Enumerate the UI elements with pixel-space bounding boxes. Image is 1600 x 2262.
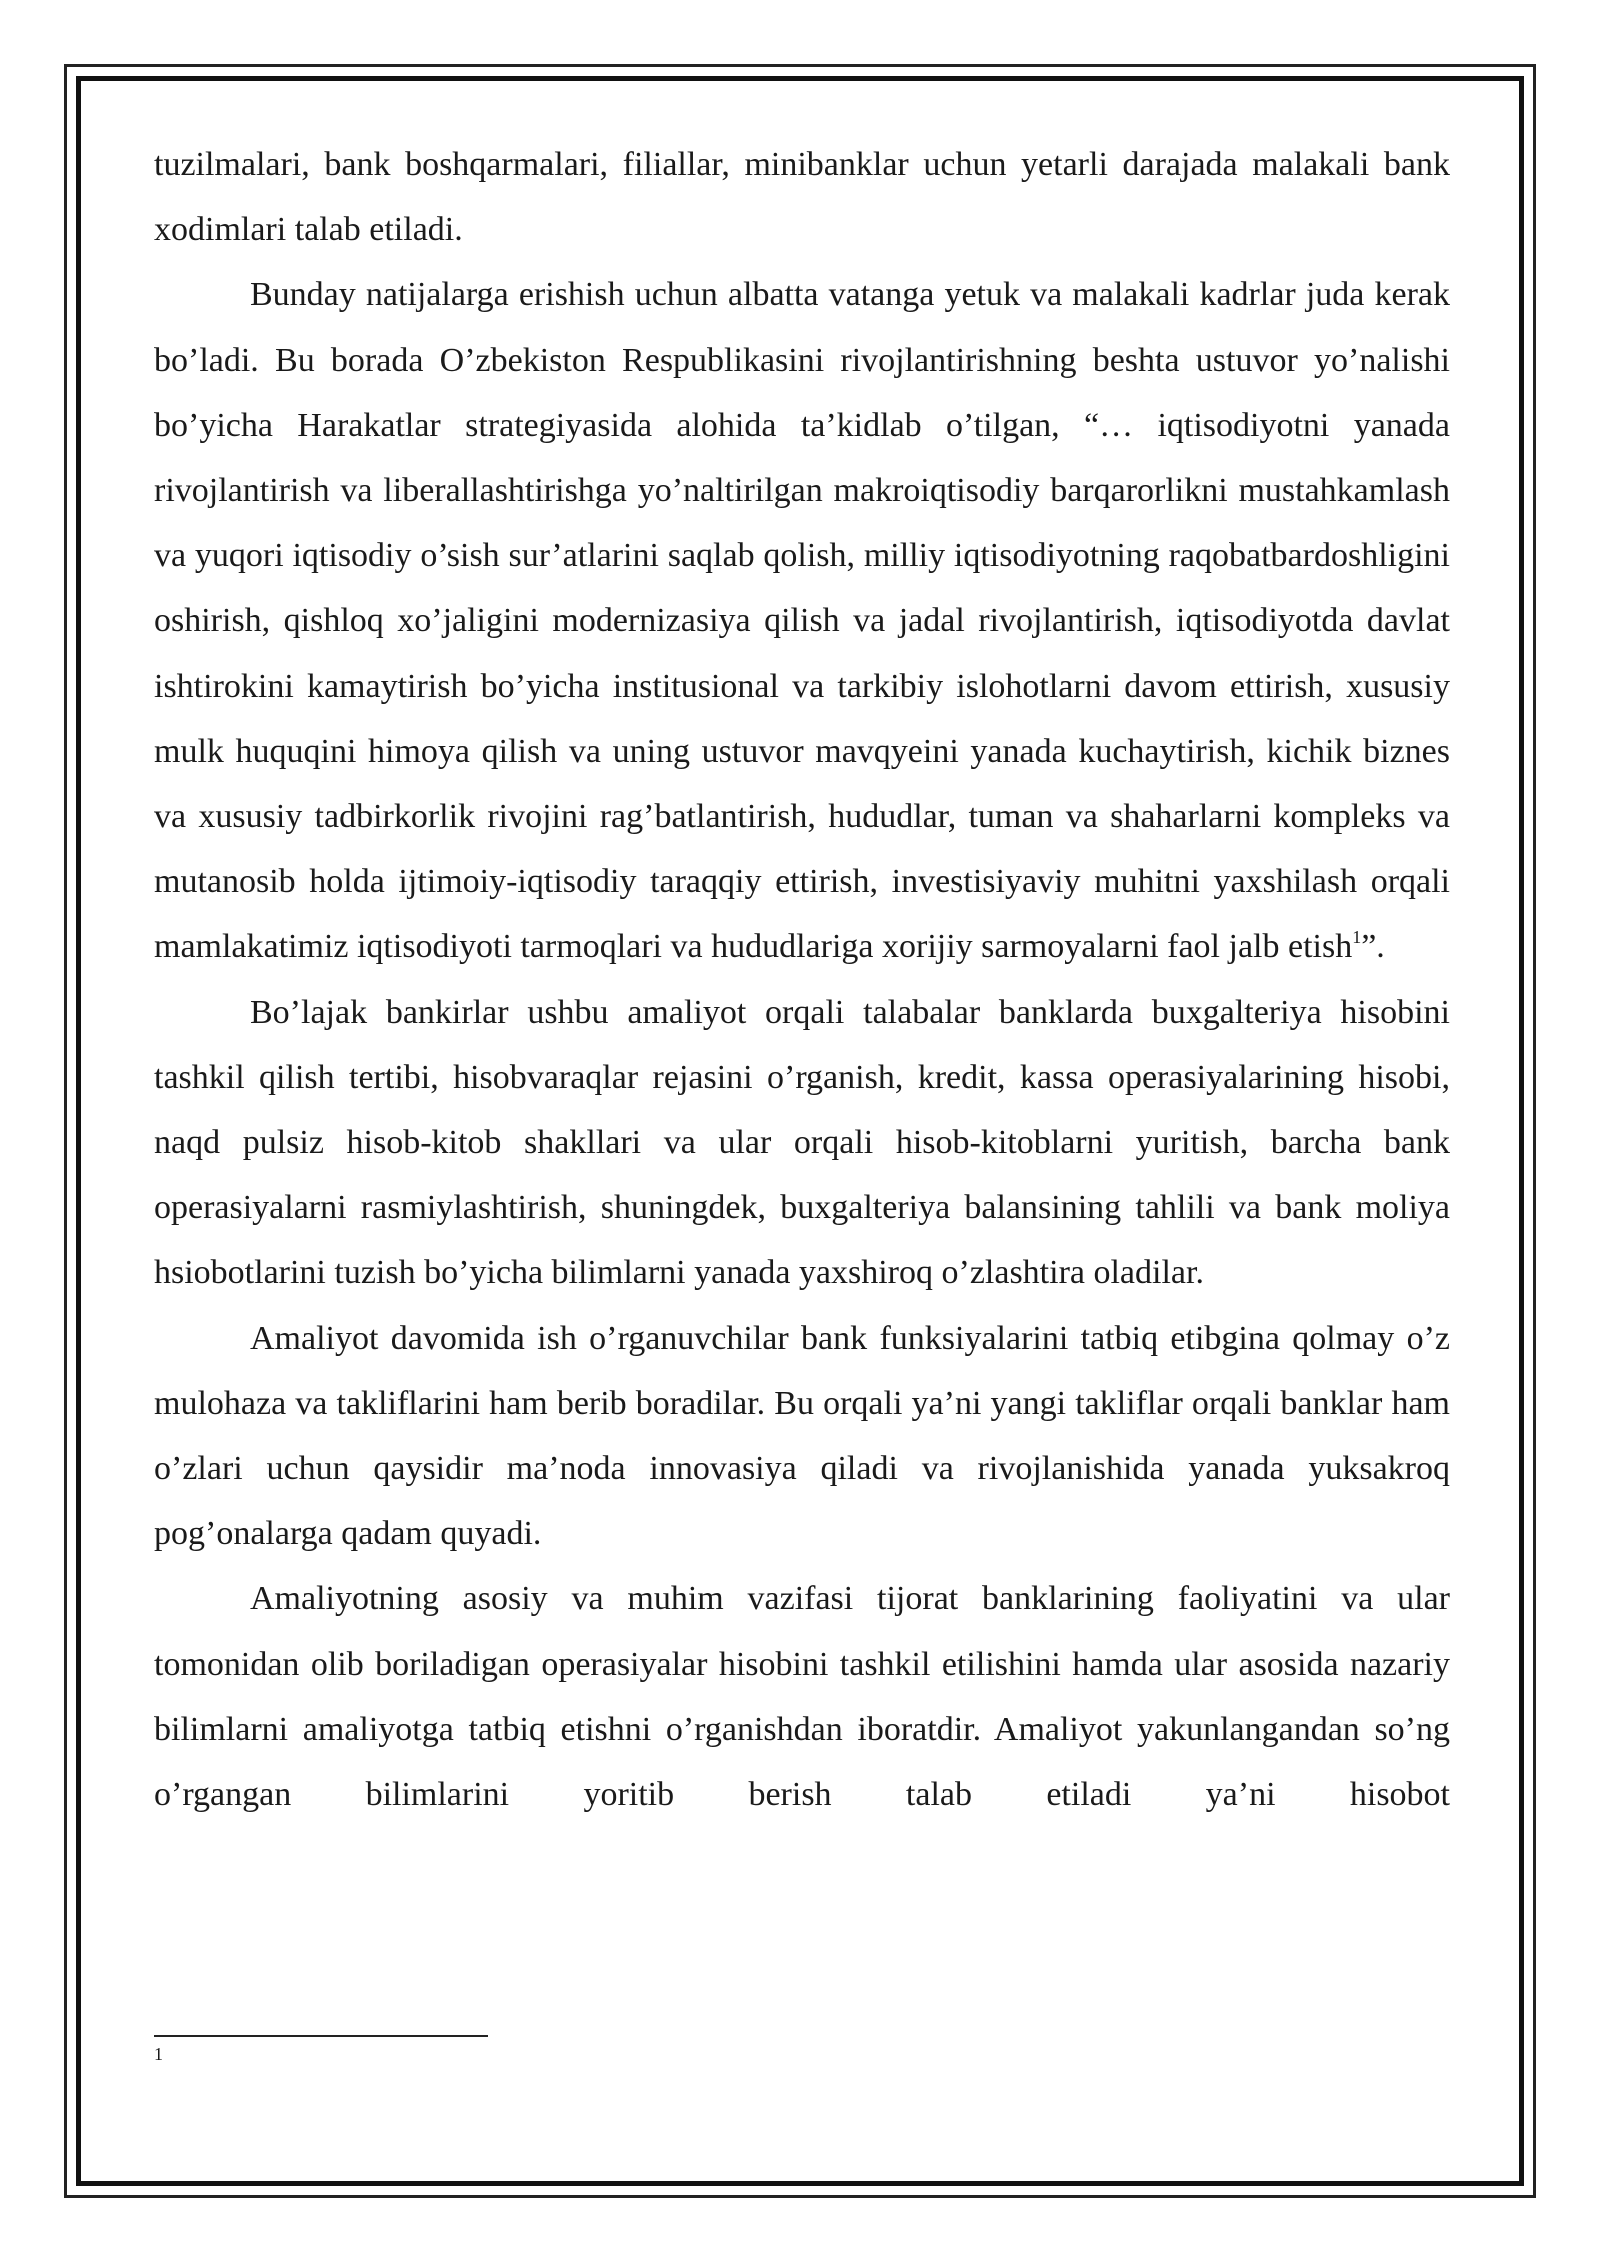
footnote-number: 1: [154, 2044, 163, 2064]
paragraph-2-closing-quote: ”.: [1361, 928, 1385, 966]
footnote: [154, 2044, 163, 2064]
paragraph-2: [154, 262, 1450, 979]
footnote-separator: [154, 2035, 488, 2037]
paragraph-5: Amaliyotning asosiy va muhim vazifasi tijorat banklarining faoliyatini va ular tomonidan olib boriladigan operasiyalar hisobini tashkil etilishini hamda ular asosida nazariy bilimlarni amaliyotga tatbiq etishni o’rganishdan iboratdir. Amaliyot yakunlangandan so’ng o’rgangan bilimlarini yoritib berish talab etiladi ya’ni hisobot: [154, 1580, 1450, 1814]
paragraph-1: tuzilmalari, bank boshqarmalari, filiallar, minibanklar uchun yetarli darajada malakali bank xodimlari talab etiladi.: [154, 146, 1450, 249]
paragraph-2-text: Bunday natijalarga erishish uchun albatta vatanga yetuk va malakali kadrlar juda kerak bo’ladi. Bu borada O’zbekiston Respublikasini rivojlantirishning beshta ustuvor yo’nalishi bo’yicha Harakatlar strategiyasida alohida ta’kidlab o’tilgan, “… iqtisodiyotni yanada rivojlantirish va liberallashtirishga yo’naltirilgan makroiqtisodiy barqarorlikni mustahkamlash va yuqori iqtisodiy o’sish sur’atlarini saqlab qolish, milliy iqtisodiyotning raqobatbardoshligini oshirish, qishloq xo’jaligini modernizasiya qilish va jadal rivojlantirish, iqtisodiyotda davlat ishtirokini kamaytirish bo’yicha institusional va tarkibiy islohotlarni davom ettirish, xususiy mulk huquqini himoya qilish va uning ustuvor mavqyeini yanada kuchaytirish, kichik biznes va xususiy tadbirkorlik rivojini rag’batlantirish, hududlar, tuman va shaharlarni kompleks va mutanosib holda ijtimoiy-iqtisodiy taraqqiy ettirish, investisiyaviy muhitni yaxshilash orqali mamlakatimiz iqtisodiyoti tarmoqlari va hududlariga xorijiy sarmoyalarni faol jalb etish: [154, 276, 1450, 966]
paragraph-3: Bo’lajak bankirlar ushbu amaliyot orqali talabalar banklarda buxgalteriya hisobini tashkil qilish tertibi, hisobvaraqlar rejasini o’rganish, kredit, kassa operasiyalarining hisobi, naqd pulsiz hisob-kitob shakllari va ular orqali hisob-kitoblarni yuritish, barcha bank operasiyalarni rasmiylashtirish, shuningdek, buxgalteriya balansining tahlili va bank moliya hsiobotlarini tuzish bo’yicha bilimlarni yanada yaxshiroq o’zlashtira oladilar.: [154, 993, 1450, 1292]
footnote-reference[interactable]: 1: [1352, 927, 1362, 948]
paragraph-4: Amaliyot davomida ish o’rganuvchilar bank funksiyalarini tatbiq etibgina qolmay o’z mulohaza va takliflarini ham berib boradilar. Bu orqali ya’ni yangi takliflar orqali banklar ham o’zlari uchun qaysidir ma’noda innovasiya qiladi va rivojlanishida yanada yuksakroq pog’onalarga qadam quyadi.: [154, 1319, 1450, 1553]
document-body: [154, 132, 1450, 1827]
